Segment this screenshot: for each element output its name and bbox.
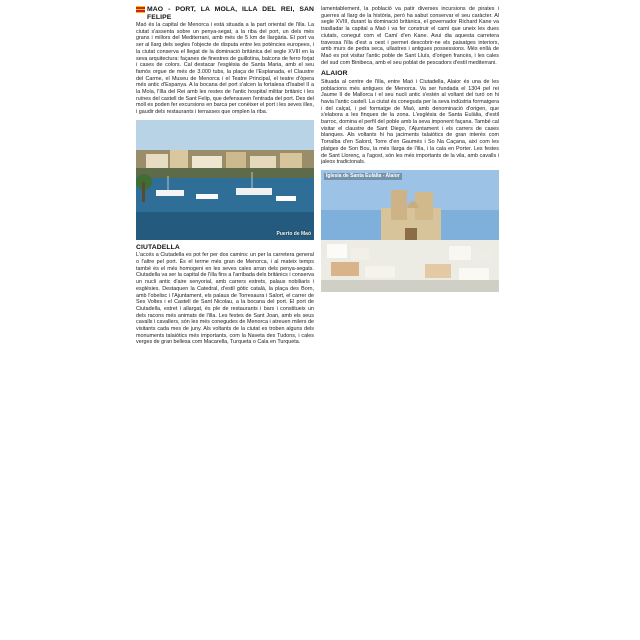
alaior-section-text: Situada al centre de l'illa, entre Maó i Ciutadella, Alaior és una de les poblacions més antigues de Menorca. Va ser fundada el 1304 pel rei Jaume II de Mallorca i el seu nucli antic s'estén al voltant del turó on hi havia l'antic castell. La ciutat és coneguda per la seva indústria formatgera i del calçat, i pel formatge de Maó, amb denominació d'origen, que s'elabora a les finques de la zona. L'església de Santa Eulàlia, d'estil barroc, domina el perfil del poble amb la seva imponent façana. També cal visitar el claustre de Sant Diego, l'Ajuntament i els carrers de cases blanques. Als voltants hi ha jaciments talaiòtics de gran interès com Torralba d'en Salord, Torre d'en Gaumés i So Na Caçana, així com les platges de Son Bou, la més llarga de l'illa, i la cala en Porter. Les festes de Sant Llorenç, a l'agost, són les més importants de la vila, amb cavalls i jaleos tradicionals. [321,78,499,166]
right-column [321,6,499,638]
mao-port-photo [136,120,314,240]
alaior-photo-caption: Iglesia de Santa Eulàlia - Alaior [326,172,400,179]
mao-photo-caption: Puerto de Maó [276,231,311,238]
ciutadella-section-text: L'accés a Ciutadella es pot fer per dos camins: un per la carretera general o l'altre pel port. És el terme més gran de Menorca, i al mateix temps també és el més homogeni en les seves cales arran dels penya-segats. Ciutadella va ser la capital de l'illa fins a l'arribada dels britànics i conserva un nucli antic d'aire senyorial, amb carrers estrets, palaus nobiliaris i esglésies. Destaquen la Catedral, d'estil gòtic català, la plaça des Born, amb l'obelisc i l'Ajuntament, els palaus de Torresaura i Salort, el carrer de Ses Voltes i el Castell de Sant Nicolau, a la bocana del port. El port de Ciutadella, estret i allargat, és ple de restaurants i bars i constitueix un dels racons més animats de l'illa. Les festes de Sant Joan, amb els seus cavalls i cavallers, són les més conegudes de Menorca i atreuen milers de visitants cada mes de juny. Als voltants de la ciutat es troben alguns dels monuments talaiòtics més importants, com la Naveta des Tudons, i cales verges de gran bellesa com Macarella, Turqueta o Cala en Turqueta. [136,252,314,346]
port-image-graphic [136,120,314,240]
church-image-graphic [321,170,499,292]
mao-section-text: Maó és la capital de Menorca i està situada a la part oriental de l'illa. La ciutat s'assenta sobre un penya-segat, a la riba del port, un dels més grans i millors del Mediterrani, amb més de 5 km de llargària. El port va ser al llarg dels segles l'objecte de disputa entre les potències europees, i la ciutat conserva el llegat de la dominació britànica del segle XVIII en la seva arquitectura: façanes de finestres de guillotina, balcons de ferro forjat i cases de colors. Cal destacar l'església de Santa Maria, amb el seu famós orgue de més de 3.000 tubs, la plaça de l'Esplanada, el Claustre del Carme, el Museu de Menorca i el Teatre Principal, el teatre d'òpera més antic d'Espanya. A la bocana del port s'alcen la fortalesa d'Isabel II a la Mola, l'Illa del Rei amb les restes de l'antic hospital militar britànic i les ruïnes del castell de Sant Felip, que defensaven l'entrada del port. Des del moll es poden fer excursions en barca per conèixer el port i les seves illes, i gaudir dels restaurants i terrasses que omplen la riba. [136,22,314,116]
alaior-church-photo [321,170,499,292]
alaior-section-title: ALAIOR [321,70,348,78]
mao-section-title: MAÓ - PORT, LA MOLA, ILLA DEL REI, SAN FELIPE [147,6,314,21]
right-intro-text: lamentablement, la població va patir diverses incursions de pirates i guerres al llarg de la història, però ha sabut conservar el seu caràcter. Al segle XVIII, durant la dominació britànica, el governador Richard Kane va traslladar la capital a Maó i va fer construir el camí que uneix les dues ciutats, conegut com el Camí d'en Kane. Avui dia aquesta carretera travessa l'illa d'est a oest i permet descobrir-ne els paisatges interiors, amb murs de pedra seca, ullastres i antigues possessions. Més enllà de Maó es pot visitar l'antic poble de Sant Lluís, d'origen francès, i les cales del sud com Binibeca, amb el seu poblat de pescadors d'estil mediterrani. [321,6,499,66]
left-column [136,6,314,638]
ciutadella-section-title: CIUTADELLA [136,243,180,251]
